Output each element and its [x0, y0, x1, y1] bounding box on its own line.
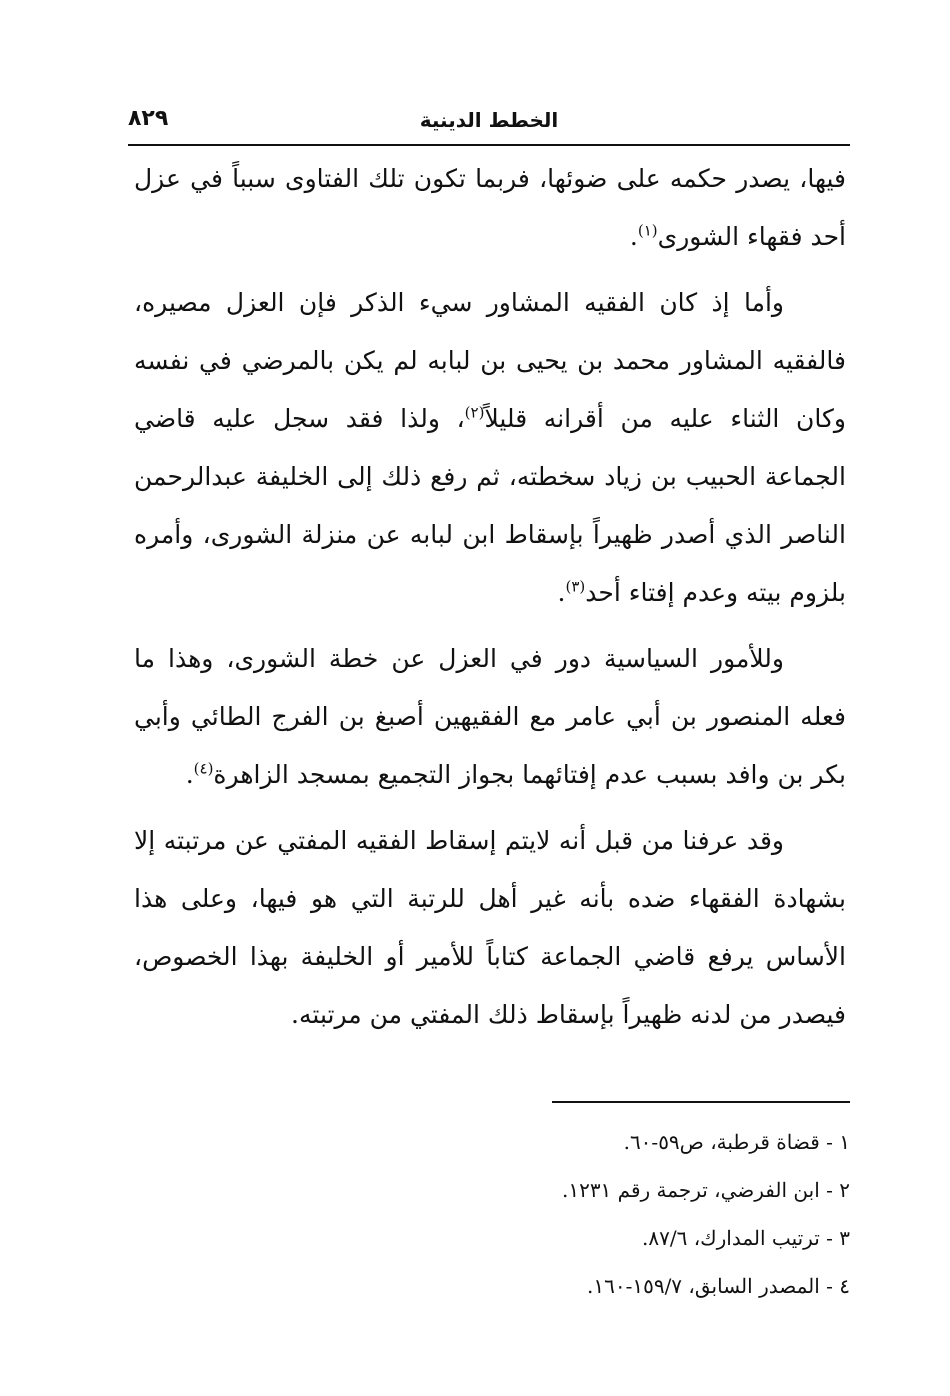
paragraph-3-tail: .	[185, 760, 194, 789]
paragraph-4	[134, 812, 846, 1044]
footnote-3: ٣ - ترتيب المدارك، ٨٧/٦.	[642, 1226, 850, 1250]
paragraph-2-text-b: ، ولذا فقد سجل عليه قاضي الجماعة الحبيب بن زياد سخطته، ثم رفع ذلك إلى الخليفة عبدالرحمن الناصر الذي أصدر ظهيراً بإسقاط ابن لبابه عن منزلة الشورى، وأمره بلزوم بيته وعدم إفتاء أحد	[134, 404, 846, 607]
paragraph-2	[134, 274, 846, 622]
paragraph-1-text: فيها، يصدر حكمه على ضوئها، فربما تكون تلك الفتاوى سبباً في عزل أحد فقهاء الشورى	[134, 164, 846, 251]
paragraph-1-tail: .	[629, 222, 638, 251]
running-header	[128, 104, 850, 144]
paragraph-3	[134, 630, 846, 804]
footnote-ref-4: (٤)	[193, 759, 214, 778]
footnote-2: ٢ - ابن الفرضي، ترجمة رقم ١٢٣١.	[561, 1178, 850, 1202]
header-rule	[128, 144, 850, 146]
footnote-ref-2: (٢)	[464, 403, 485, 422]
footnote-1: ١ - قضاة قرطبة، ص٥٩-٦٠.	[623, 1130, 850, 1154]
footnote-separator	[552, 1101, 850, 1103]
paragraph-2-text-a: وأما إذ كان الفقيه المشاور سيء الذكر فإن العزل مصيره، فالفقيه المشاور محمد بن يحيى بن لبابه لم يكن بالمرضي في نفسه وكان الثناء عليه من أقرانه قليلاً	[134, 288, 846, 433]
footnote-ref-3: (٣)	[565, 577, 586, 596]
page-number: ٨٢٩	[128, 106, 169, 131]
main-text	[134, 150, 846, 1044]
paragraph-4-text: وقد عرفنا من قبل أنه لايتم إسقاط الفقيه المفتي عن مرتبته إلا بشهادة الفقهاء ضده بأنه غير أهل للرتبة التي هو فيها، وعلى هذا الأساس يرفع قاضي الجماعة كتاباً للأمير أو الخليفة بهذا الخصوص، فيصدر من لدنه ظهيراً بإسقاط ذلك المفتي من مرتبته.	[134, 826, 846, 1029]
footnote-ref-1: (١)	[637, 221, 658, 240]
footnote-4: ٤ - المصدر السابق، ١٥٩/٧-١٦٠.	[586, 1274, 850, 1298]
paragraph-2-tail: .	[557, 578, 566, 607]
paragraph-3-text: وللأمور السياسية دور في العزل عن خطة الشورى، وهذا ما فعله المنصور بن أبي عامر مع الفقيهين أصبغ بن الفرج الطائي وأبي بكر بن وافد بسبب عدم إفتائهما بجواز التجميع بمسجد الزاهرة	[134, 644, 846, 789]
footnotes	[290, 1118, 850, 1310]
paragraph-1	[134, 150, 846, 266]
header-title: الخطط الدينية	[419, 108, 559, 132]
